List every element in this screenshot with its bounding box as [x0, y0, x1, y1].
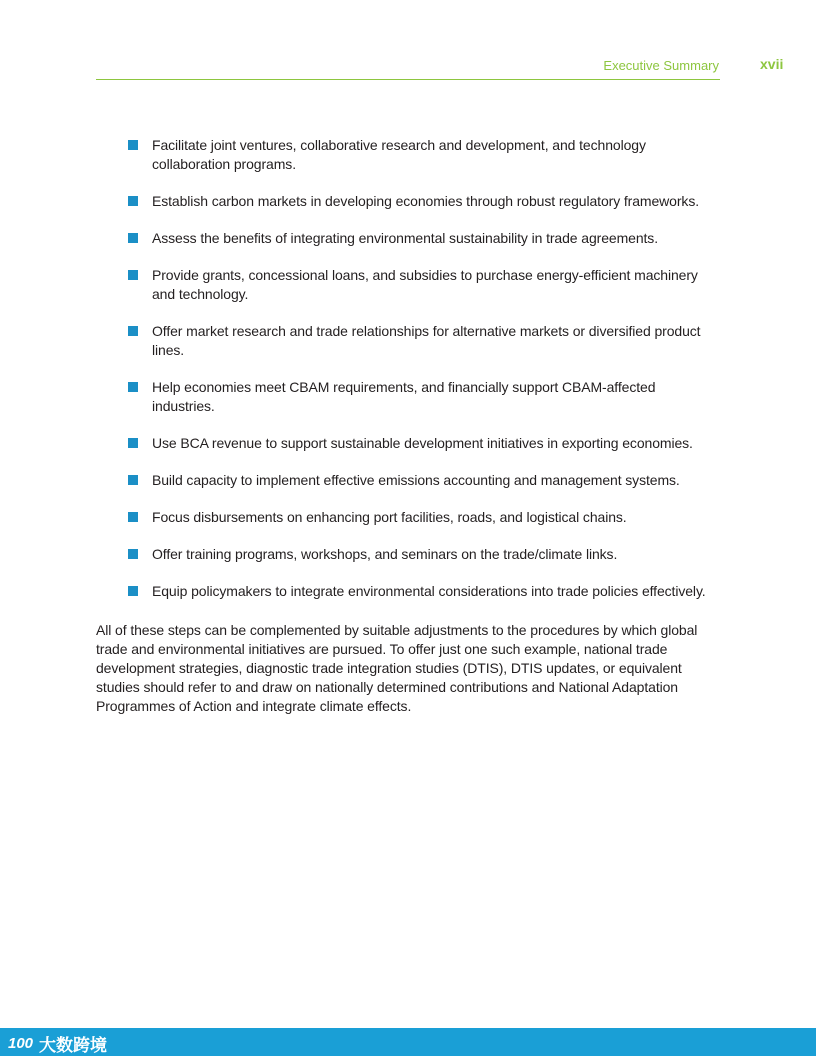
- footer-bar: [0, 1028, 816, 1056]
- recommendation-list: [128, 136, 718, 601]
- list-item-text: Offer market research and trade relationships for alternative markets or diversified product lines.: [152, 323, 701, 358]
- list-item: [128, 545, 718, 564]
- bullet-square-icon: [128, 233, 138, 243]
- bullet-square-icon: [128, 438, 138, 448]
- list-item: [128, 378, 718, 416]
- list-item: [128, 471, 718, 490]
- list-item-text: Use BCA revenue to support sustainable development initiatives in exporting economies.: [152, 435, 693, 451]
- bullet-square-icon: [128, 586, 138, 596]
- list-item: [128, 192, 718, 211]
- bullet-square-icon: [128, 549, 138, 559]
- list-item-text: Facilitate joint ventures, collaborative research and development, and technology collaboration programs.: [152, 137, 646, 172]
- header-divider: [96, 79, 720, 80]
- list-item-text: Build capacity to implement effective emissions accounting and management systems.: [152, 472, 680, 488]
- list-item-text: Establish carbon markets in developing economies through robust regulatory frameworks.: [152, 193, 700, 209]
- bullet-square-icon: [128, 512, 138, 522]
- list-item: [128, 508, 718, 527]
- list-item-text: Provide grants, concessional loans, and subsidies to purchase energy-efficient machinery and technology.: [152, 267, 698, 302]
- bullet-square-icon: [128, 196, 138, 206]
- logo-text: 大数跨境: [39, 1036, 108, 1055]
- list-item: [128, 136, 718, 174]
- bullet-square-icon: [128, 475, 138, 485]
- list-item: [128, 582, 718, 601]
- list-item: [128, 229, 718, 248]
- bullet-square-icon: [128, 326, 138, 336]
- bullet-square-icon: [128, 382, 138, 392]
- bullet-square-icon: [128, 140, 138, 150]
- list-item-text: Focus disbursements on enhancing port facilities, roads, and logistical chains.: [152, 509, 627, 525]
- running-header-title: Executive Summary: [603, 58, 719, 73]
- logo-mark-icon: 100: [8, 1035, 34, 1052]
- list-item: [128, 322, 718, 360]
- list-item-text: Equip policymakers to integrate environmental considerations into trade policies effectively.: [152, 583, 706, 599]
- body-paragraph: All of these steps can be complemented by suitable adjustments to the procedures by which global trade and environmental initiatives are pursued. To offer just one such example, national trade development strategies, diagnostic trade integration studies (DTIS), DTIS updates, or equivalent studies should refer to and draw on nationally determined contributions and National Adaptation Programmes of Action and integrate climate effects.: [96, 622, 698, 714]
- bullet-square-icon: [128, 270, 138, 280]
- list-item-text: Offer training programs, workshops, and seminars on the trade/climate links.: [152, 546, 618, 562]
- page-number: xvii: [760, 56, 784, 72]
- list-item-text: Assess the benefits of integrating environmental sustainability in trade agreements.: [152, 230, 658, 246]
- watermark-logo: [8, 1031, 107, 1056]
- list-item: [128, 266, 718, 304]
- list-item: [128, 434, 718, 453]
- list-item-text: Help economies meet CBAM requirements, and financially support CBAM-affected industries.: [152, 379, 656, 414]
